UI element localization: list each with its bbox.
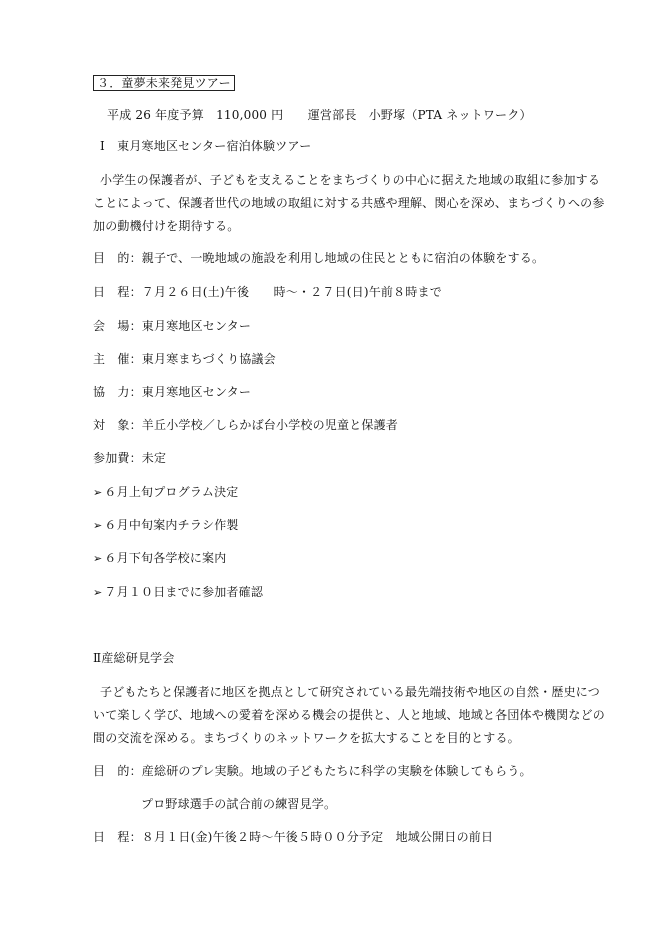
section2-schedule: 日 程：８月１日(金)午後２時～午後５時００分予定 地域公開日の前日: [93, 830, 494, 844]
section1-heading: Ⅰ 東月寒地区センター宿泊体験ツアー: [100, 139, 312, 153]
step-item: [93, 484, 239, 501]
section2-purpose: 目 的：産総研のプレ実験。地域の子どもたちに科学の実験を体験してもらう。: [93, 764, 532, 778]
arrow-bullet-icon: ➢: [93, 552, 103, 565]
arrow-bullet-icon: ➢: [93, 586, 103, 599]
section1-purpose: 目 的：親子で、一晩地域の施設を利用し地域の住民とともに宿泊の体験をする。: [93, 251, 545, 265]
section2-intro-line-3: 間の交流を深める。まちづくりのネットワークを拡大することを目的とする。: [93, 731, 520, 745]
step-item: [93, 550, 226, 567]
arrow-bullet-icon: ➢: [93, 486, 103, 499]
section1-intro-line-2: ことによって、保護者世代の地域の取組に対する共感や理解、関心を深め、まちづくりへの参: [93, 196, 605, 210]
section2-intro-line-2: いて楽しく学び、地域への愛着を深める機会の提供と、人と地域、地域と各団体や機関などの: [93, 708, 605, 722]
section1-intro-line-1: 小学生の保護者が、子どもを支えることをまちづくりの中心に据えた地域の取組に参加する: [100, 173, 601, 187]
section2-heading: Ⅱ産総研見学会: [93, 651, 175, 665]
arrow-bullet-icon: ➢: [93, 519, 103, 532]
section-title: [93, 75, 235, 91]
step-text: ７月１０日までに参加者確認: [104, 585, 264, 599]
step-text: ６月上旬プログラム決定: [104, 485, 239, 499]
section1-schedule: 日 程：７月２６日(土)午後 時～・２７日(日)午前８時まで: [93, 285, 442, 299]
section1-target: 対 象：羊丘小学校／しらかば台小学校の児童と保護者: [93, 418, 399, 432]
section1-fee: 参加費：未定: [93, 451, 167, 465]
step-text: ６月中旬案内チラシ作製: [104, 518, 239, 532]
section2-intro-line-1: 子どもたちと保護者に地区を拠点として研究されている最先端技術や地区の自然・歴史につ: [100, 685, 600, 699]
section-title-box: ３．童夢未来発見ツアー: [93, 75, 235, 91]
section2-purpose-continued: プロ野球選手の試合前の練習見学。: [141, 797, 337, 811]
step-text: ６月下旬各学校に案内: [104, 551, 227, 565]
section1-intro-line-3: 加の動機付けを期待する。: [93, 219, 240, 233]
section1-venue: 会 場：東月寒地区センター: [93, 319, 252, 333]
section1-organizer: 主 催：東月寒まちづくり協議会: [93, 352, 276, 366]
section1-cooperation: 協 力：東月寒地区センター: [93, 385, 252, 399]
step-item: [93, 584, 263, 601]
budget-line: 平成 26 年度予算 110,000 円 運営部長 小野塚（PTA ネットワーク）: [107, 108, 532, 122]
step-item: [93, 517, 239, 534]
